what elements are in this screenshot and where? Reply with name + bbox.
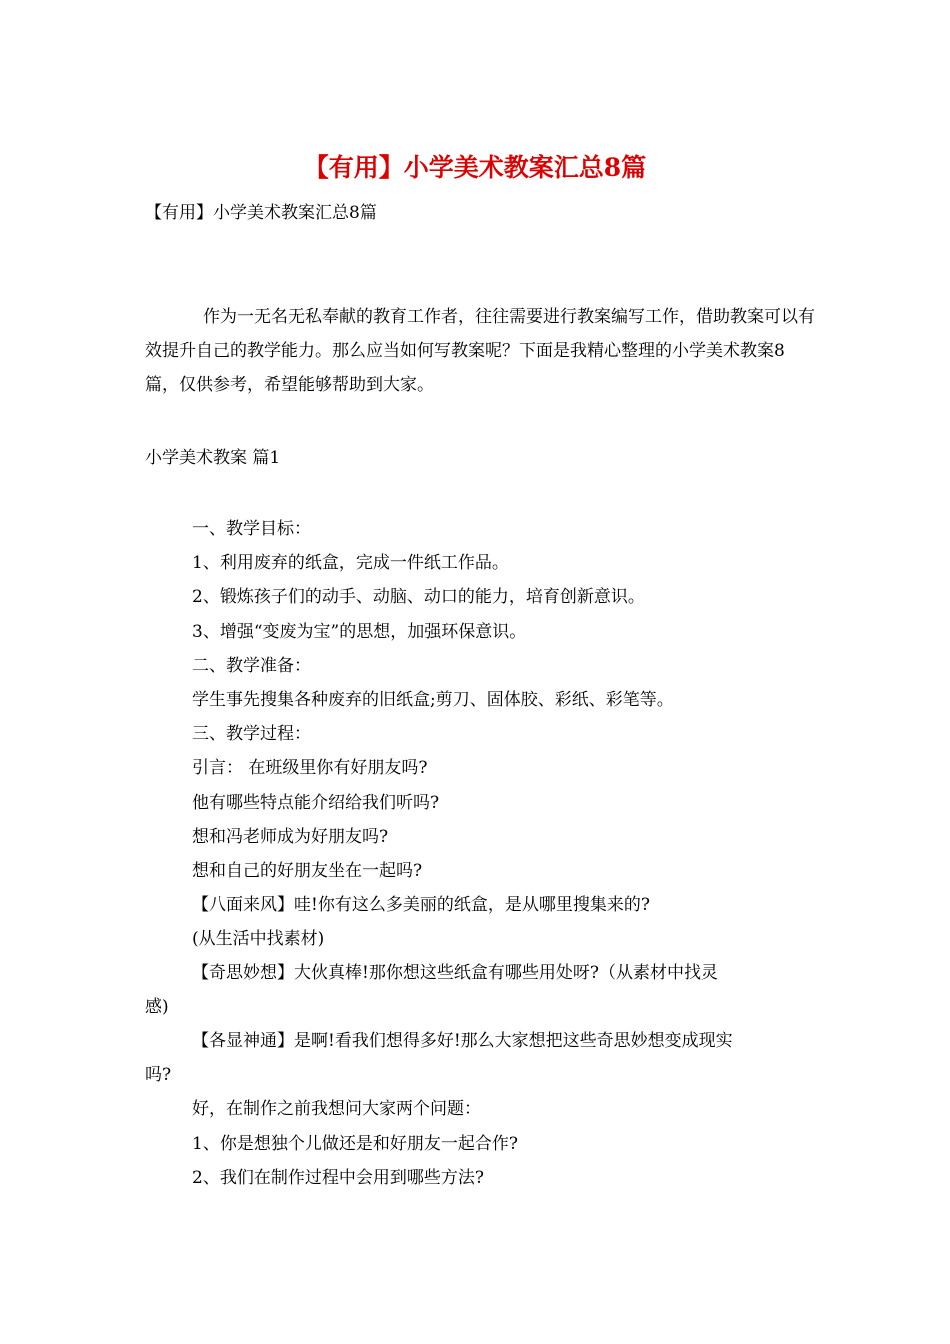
intro-paragraph: 作为一无名无私奉献的教育工作者，往往需要进行教案编写工作，借助教案可以有效提升自己的教学能力。那么应当如何写教案呢？下面是我精心整理的小学美术教案8篇，仅供参考，希望能够帮助到大家。 (145, 307, 815, 395)
text-line: 想和冯老师成为好朋友吗? (192, 826, 389, 847)
text-line: 2、我们在制作过程中会用到哪些方法? (192, 1167, 484, 1188)
paragraph-continuation-line: 吗? (145, 1065, 172, 1086)
text-line: 他有哪些特点能介绍给我们听吗? (192, 792, 440, 813)
text-line: 好，在制作之前我想问大家两个问题： (192, 1099, 481, 1120)
text-line: (从生活中找素材) (192, 929, 325, 950)
text-line: 二、教学准备： (192, 655, 311, 676)
paragraph-qisimiaoxiang (145, 956, 815, 1024)
text-line: 三、教学过程： (192, 724, 311, 745)
lesson-body (145, 512, 815, 1195)
text-line: 想和自己的好朋友坐在一起吗? (192, 860, 423, 881)
paragraph-first-line: 【各显神通】是啊!看我们想得多好!那么大家想把这些奇思妙想变成现实 (192, 1031, 733, 1052)
section-heading: 小学美术教案 篇1 (145, 448, 281, 468)
text-line: 学生事先搜集各种废弃的旧纸盒;剪刀、固体胶、彩纸、彩笔等。 (192, 689, 674, 710)
text-line: 1、你是想独个儿做还是和好朋友一起合作? (192, 1133, 518, 1154)
document-title: 【有用】小学美术教案汇总8篇 (303, 153, 647, 182)
text-line: 3、增强“变废为宝”的思想，加强环保意识。 (192, 621, 527, 642)
text-line: 一、教学目标： (192, 519, 311, 539)
paragraph-first-line: 【奇思妙想】大伙真棒!那你想这些纸盒有哪些用处呀?（从素材中找灵 (192, 963, 718, 984)
text-line: 2、锻炼孩子们的动手、动脑、动口的能力，培育创新意识。 (192, 587, 645, 608)
paragraph-continuation-line: 感) (145, 997, 169, 1018)
text-line: 引言： 在班级里你有好朋友吗? (192, 758, 428, 779)
intro-paragraph-block (145, 300, 815, 402)
text-line: 【八面来风】哇!你有这么多美丽的纸盒，是从哪里搜集来的? (192, 895, 650, 916)
paragraph-gexianshentong (145, 1024, 815, 1092)
document-subtitle: 【有用】小学美术教案汇总8篇 (145, 203, 377, 223)
text-line: 1、利用废弃的纸盒，完成一件纸工作品。 (192, 553, 509, 574)
